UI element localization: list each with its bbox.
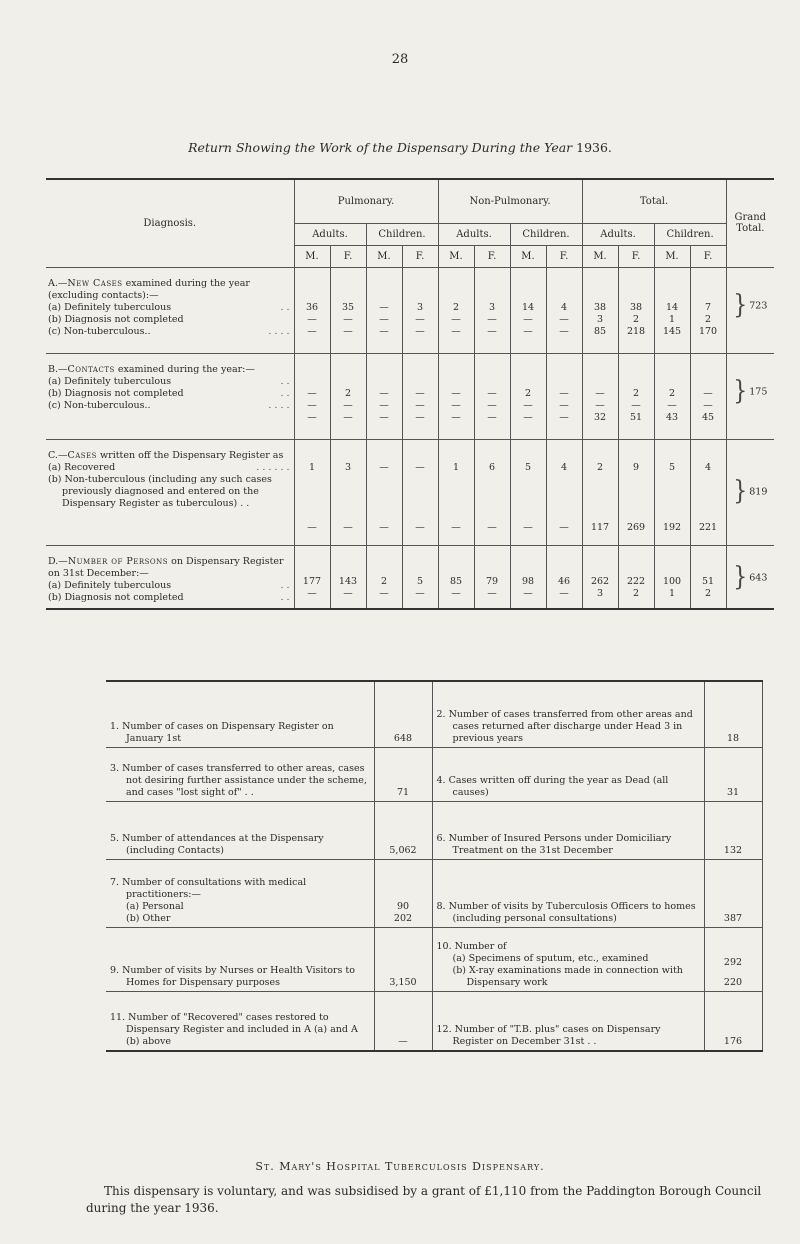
value-cell: 38 3 85 [582,267,618,353]
m-header: M. [582,245,618,267]
children-header: Children. [510,223,582,245]
m-header: M. [366,245,402,267]
value-cell: 79 — [474,545,510,609]
summary-row [106,681,762,747]
summary-item-10: 10. Number of (a) Specimens of sputum, etc., examined (b) X-ray examinations made in connection with Dispensary work [432,927,704,991]
value-cell: 51 2 [690,545,726,609]
summary-value-3: 71 [374,747,432,801]
value-cell: — — — [402,353,438,439]
f-header: F. [546,245,582,267]
section-d-row [46,545,774,609]
grand-total-cell: } 175 [726,353,774,439]
title-text: Return Showing the Work of the Dispensary During the Year [188,140,573,155]
title-year: 1936. [576,140,612,155]
value-cell: 6 — [474,439,510,545]
summary-item-1: 1. Number of cases on Dispensary Register on January 1st [106,681,374,747]
brace-icon: } [733,375,748,406]
brace-icon: } [733,475,748,506]
page-number: 28 [391,52,409,67]
m-header: M. [438,245,474,267]
value-cell: 9 269 [618,439,654,545]
value-cell: — — [402,439,438,545]
value-cell: 5 — [402,545,438,609]
brace-icon: } [733,289,748,320]
value-cell: — — — [294,353,330,439]
section-b-row [46,353,774,439]
value-cell: 2 — — [510,353,546,439]
summary-value-9: 3,150 [374,927,432,991]
non-pulmonary-header: Non-Pulmonary. [438,179,582,223]
grand-total-header: Grand Total. [726,179,774,267]
value-cell: 4 — — [546,267,582,353]
value-cell: — — 32 [582,353,618,439]
summary-value-4: 31 [704,747,762,801]
value-cell: 262 3 [582,545,618,609]
value-cell: 85 — [438,545,474,609]
value-cell: 4 221 [690,439,726,545]
value-cell: 3 — — [474,267,510,353]
value-cell: 14 1 145 [654,267,690,353]
summary-row [106,991,762,1051]
summary-row [106,801,762,859]
summary-value-5: 5,062 [374,801,432,859]
summary-row [106,747,762,801]
summary-item-3: 3. Number of cases transferred to other areas, cases not desiring further assistance under the scheme, and cases "lost sight of" . . [106,747,374,801]
summary-item-6: 6. Number of Insured Persons under Domiciliary Treatment on the 31st December [432,801,704,859]
section-b-label: B.—Contacts examined during the year:— (a) Definitely tuberculous . . (b) Diagnosis not completed . . (c) Non-tuberculous.. . . . . [46,353,294,439]
summary-item-5: 5. Number of attendances at the Dispensary (including Contacts) [106,801,374,859]
grand-total-cell: } 819 [726,439,774,545]
f-header: F. [402,245,438,267]
value-cell: 36 — — [294,267,330,353]
total-header: Total. [582,179,726,223]
value-cell: 98 — [510,545,546,609]
summary-value-12: 176 [704,991,762,1051]
value-cell: 5 192 [654,439,690,545]
summary-item-9: 9. Number of visits by Nurses or Health Visitors to Homes for Dispensary purposes [106,927,374,991]
children-header: Children. [366,223,438,245]
f-header: F. [474,245,510,267]
value-cell: — — 45 [690,353,726,439]
value-cell: 177 — [294,545,330,609]
value-cell: 2 — 43 [654,353,690,439]
summary-item-2: 2. Number of cases transferred from other areas and cases returned after discharge under Head 3 in previous years [432,681,704,747]
value-cell: 35 — — [330,267,366,353]
section-c-row [46,439,774,545]
section-d-label: D.—Number of Persons on Dispensary Register on 31st December:— (a) Definitely tuberculous . . (b) Diagnosis not completed . . [46,545,294,609]
value-cell: — — — [546,353,582,439]
summary-value-6: 132 [704,801,762,859]
value-cell: 3 — [330,439,366,545]
summary-value-10: 292 220 [704,927,762,991]
dispensary-work-table [46,178,774,610]
summary-item-12: 12. Number of "T.B. plus" cases on Dispensary Register on December 31st . . [436,1024,661,1047]
f-header: F. [690,245,726,267]
f-header: F. [618,245,654,267]
summary-item-7: 7. Number of consultations with medical practitioners:— (a) Personal (b) Other [106,859,374,927]
summary-value-11: — [374,991,432,1051]
dispensary-heading: St. Mary's Hospital Tuberculosis Dispensary. [255,1160,545,1173]
value-cell: 2 — — [330,353,366,439]
summary-row [106,927,762,991]
summary-item-4: 4. Cases written off during the year as Dead (all causes) [432,747,704,801]
m-header: M. [654,245,690,267]
grand-total-cell: } 723 [726,267,774,353]
value-cell: — — — [474,353,510,439]
summary-table [106,680,763,1052]
diagnosis-header: Diagnosis. [46,179,294,267]
brace-icon: } [733,561,748,592]
adults-header: Adults. [582,223,654,245]
value-cell: 222 2 [618,545,654,609]
value-cell: — — [366,439,402,545]
page-title [0,140,800,155]
m-header: M. [510,245,546,267]
f-header: F. [330,245,366,267]
pulmonary-header: Pulmonary. [294,179,438,223]
value-cell: 7 2 170 [690,267,726,353]
value-cell: 46 — [546,545,582,609]
value-cell: 14 — — [510,267,546,353]
value-cell: 5 — [510,439,546,545]
value-cell: — — — [366,267,402,353]
value-cell: 2 117 [582,439,618,545]
section-c-label: C.—Cases written off the Dispensary Register as (a) Recovered . . . . . . (b) Non-tuberculous (including any such cases previously diagnosed and entered on the Dispensary Register as tuberculous) . . [46,439,294,545]
adults-header: Adults. [294,223,366,245]
children-header: Children. [654,223,726,245]
summary-value-1: 648 [374,681,432,747]
summary-value-2: 18 [704,681,762,747]
summary-value-7: 90 202 [374,859,432,927]
value-cell: 143 — [330,545,366,609]
summary-value-8: 387 [704,859,762,927]
value-cell: — — — [366,353,402,439]
dispensary-note: This dispensary is voluntary, and was subsidised by a grant of £1,110 from the Paddington Borough Council during the year 1936. [86,1184,762,1215]
value-cell: 3 — — [402,267,438,353]
value-cell: 1 — [294,439,330,545]
value-cell: 4 — [546,439,582,545]
value-cell: 2 — — [438,267,474,353]
grand-total-cell: } 643 [726,545,774,609]
adults-header: Adults. [438,223,510,245]
summary-row [106,859,762,927]
summary-item-8: 8. Number of visits by Tuberculosis Officers to homes (including personal consultations) [432,859,704,927]
value-cell: 2 — 51 [618,353,654,439]
section-a-label: A.—New Cases examined during the year (excluding contacts):— (a) Definitely tuberculous . . (b) Diagnosis not completed (c) Non-tuberculous.. . . . . [46,267,294,353]
summary-item-11: 11. Number of "Recovered" cases restored to Dispensary Register and included in A (a) and A (b) above [110,1012,358,1047]
value-cell: 100 1 [654,545,690,609]
value-cell: 2 — [366,545,402,609]
value-cell: 38 2 218 [618,267,654,353]
value-cell: — — — [438,353,474,439]
section-a-row [46,267,774,353]
m-header: M. [294,245,330,267]
value-cell: 1 — [438,439,474,545]
